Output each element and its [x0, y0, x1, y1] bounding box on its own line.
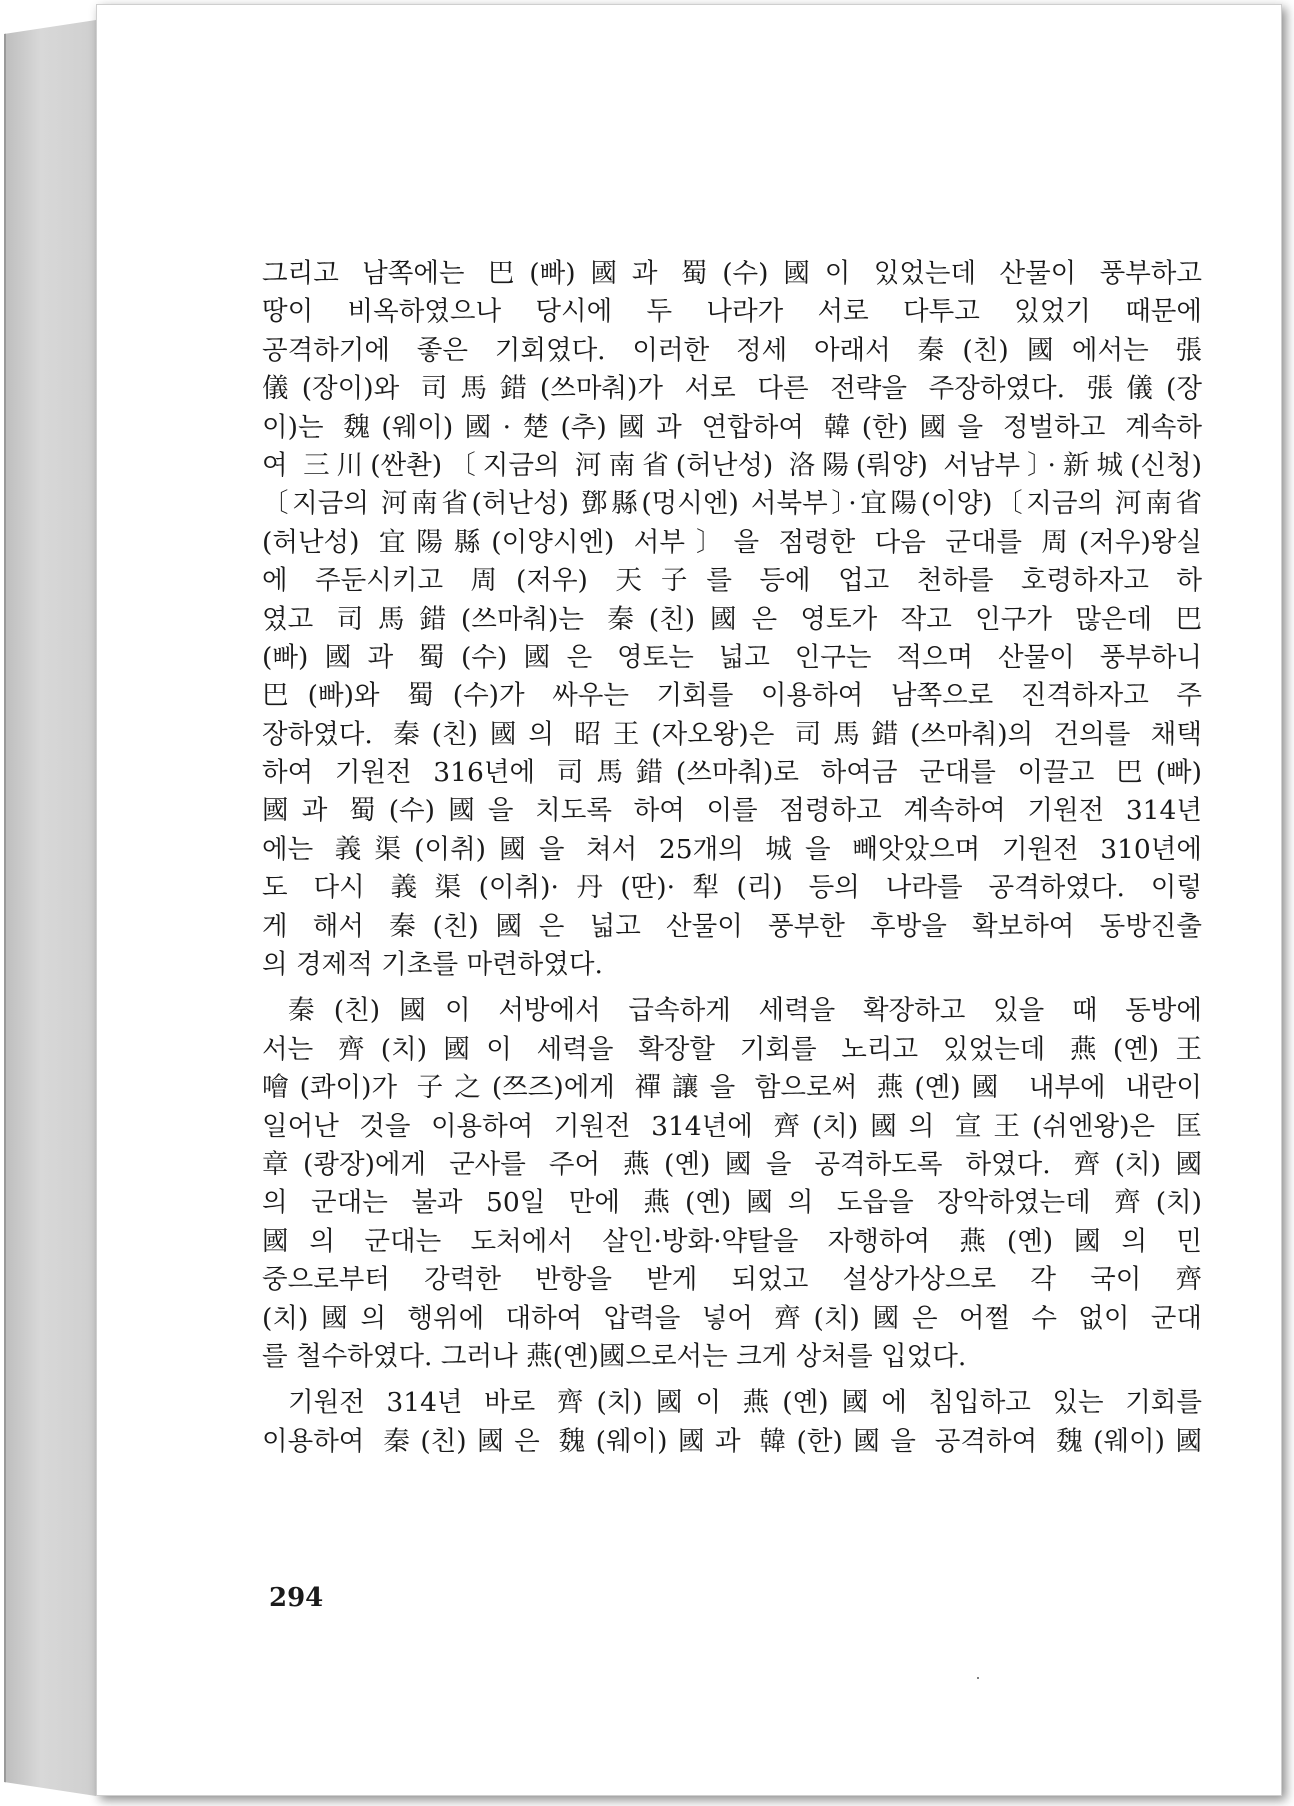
text-line: 의 경제적 기초를 마련하였다. — [262, 949, 603, 981]
text-line: 秦(친)國이 서방에서 급속하게 세력을 확장하고 있을 때 동방에 — [288, 995, 1202, 1027]
text-line: 에는 義渠(이취)國을 쳐서 25개의 城을 빼앗았으며 기원전 310년에 — [262, 833, 1202, 865]
text-line: 여 三川(싼촨)〔지금의 河南省(허난성) 洛陽(뤄양) 서남부〕·新城(신청) — [262, 449, 1202, 481]
text-line: 공격하기에 좋은 기회였다. 이러한 정세 아래서 秦(친)國에서는 張 — [262, 334, 1202, 366]
text-line: 巴(빠)와 蜀(수)가 싸우는 기회를 이용하여 남쪽으로 진격하자고 주 — [262, 680, 1202, 712]
text-line: (치)國의 행위에 대하여 압력을 넣어 齊(치)國은 어쩔 수 없이 군대 — [262, 1302, 1202, 1334]
text-line: 중으로부터 강력한 반항을 받게 되었고 설상가상으로 각 국이 齊 — [262, 1264, 1202, 1296]
text-line: 서는 齊(치)國이 세력을 확장할 기회를 노리고 있었는데 燕(옌)王 — [262, 1033, 1202, 1065]
text-line: 였고 司馬錯(쓰마춰)는 秦(친)國은 영토가 작고 인구가 많은데 巴 — [262, 603, 1202, 635]
text-line: (허난성) 宜陽縣(이양시엔) 서부〕을 점령한 다음 군대를 周(저우)왕실 — [262, 526, 1202, 558]
page-number: 294 — [269, 1583, 324, 1613]
text-line: 이용하여 秦(친)國은 魏(웨이)國과 韓(한)國을 공격하여 魏(웨이)國 — [262, 1425, 1202, 1457]
book-spine-edge — [4, 20, 96, 1796]
text-line: 國과 蜀(수)國을 치도록 하여 이를 점령하고 계속하여 기원전 314년 — [262, 795, 1202, 827]
text-line: 게 해서 秦(친)國은 넓고 산물이 풍부한 후방을 확보하여 동방진출 — [262, 910, 1202, 942]
text-line: 章(쾅장)에게 군사를 주어 燕(옌)國을 공격하도록 하였다. 齊(치)國 — [262, 1148, 1202, 1180]
text-line: 기원전 314년 바로 齊(치)國이 燕(옌)國에 침입하고 있는 기회를 — [288, 1387, 1202, 1419]
text-line: 儀(장이)와 司馬錯(쓰마춰)가 서로 다른 전략을 주장하였다. 張儀(장 — [262, 373, 1202, 405]
text-line: 의 군대는 불과 50일 만에 燕(옌)國의 도읍을 장악하였는데 齊(치) — [262, 1187, 1202, 1219]
text-line: 國의 군대는 도처에서 살인·방화·약탈을 자행하여 燕(옌)國의 민 — [262, 1225, 1202, 1257]
text-line: 이)는 魏(웨이)國·楚(추)國과 연합하여 韓(한)國을 정벌하고 계속하 — [262, 411, 1202, 443]
text-line: (빠)國과 蜀(수)國은 영토는 넓고 인구는 적으며 산물이 풍부하니 — [262, 641, 1202, 673]
text-line: 장하였다. 秦(친)國의 昭王(자오왕)은 司馬錯(쓰마춰)의 건의를 채택 — [262, 718, 1202, 750]
text-line: 그리고 남쪽에는 巴(빠)國과 蜀(수)國이 있었는데 산물이 풍부하고 — [262, 258, 1202, 289]
book-page — [96, 4, 1282, 1796]
text-line: 일어난 것을 이용하여 기원전 314년에 齊(치)國의 宣王(쉬엔왕)은 匡 — [262, 1110, 1202, 1142]
text-line: 땅이 비옥하였으나 당시에 두 나라가 서로 다투고 있었기 때문에 — [262, 296, 1202, 328]
body-text — [262, 255, 1202, 1461]
text-line: 〔지금의 河南省(허난성) 鄧縣(멍시엔) 서북부〕·宜陽(이양)〔지금의 河南省 — [262, 488, 1202, 520]
text-line: 를 철수하였다. 그러나 燕(옌)國으로서는 크게 상처를 입었다. — [262, 1340, 967, 1372]
text-line: 하여 기원전 316년에 司馬錯(쓰마춰)로 하여금 군대를 이끌고 巴(빠) — [262, 757, 1202, 789]
text-line: 에 주둔시키고 周(저우) 天子를 등에 업고 천하를 호령하자고 하 — [262, 565, 1202, 597]
text-line: 도 다시 義渠(이취)·丹(딴)·犁(리) 등의 나라를 공격하였다. 이렇 — [262, 872, 1202, 904]
print-speck — [977, 1677, 979, 1679]
text-line: 噲(콰이)가 子之(쯔즈)에게 禪讓을 함으로써 燕(옌)國 내부에 내란이 — [262, 1072, 1202, 1104]
